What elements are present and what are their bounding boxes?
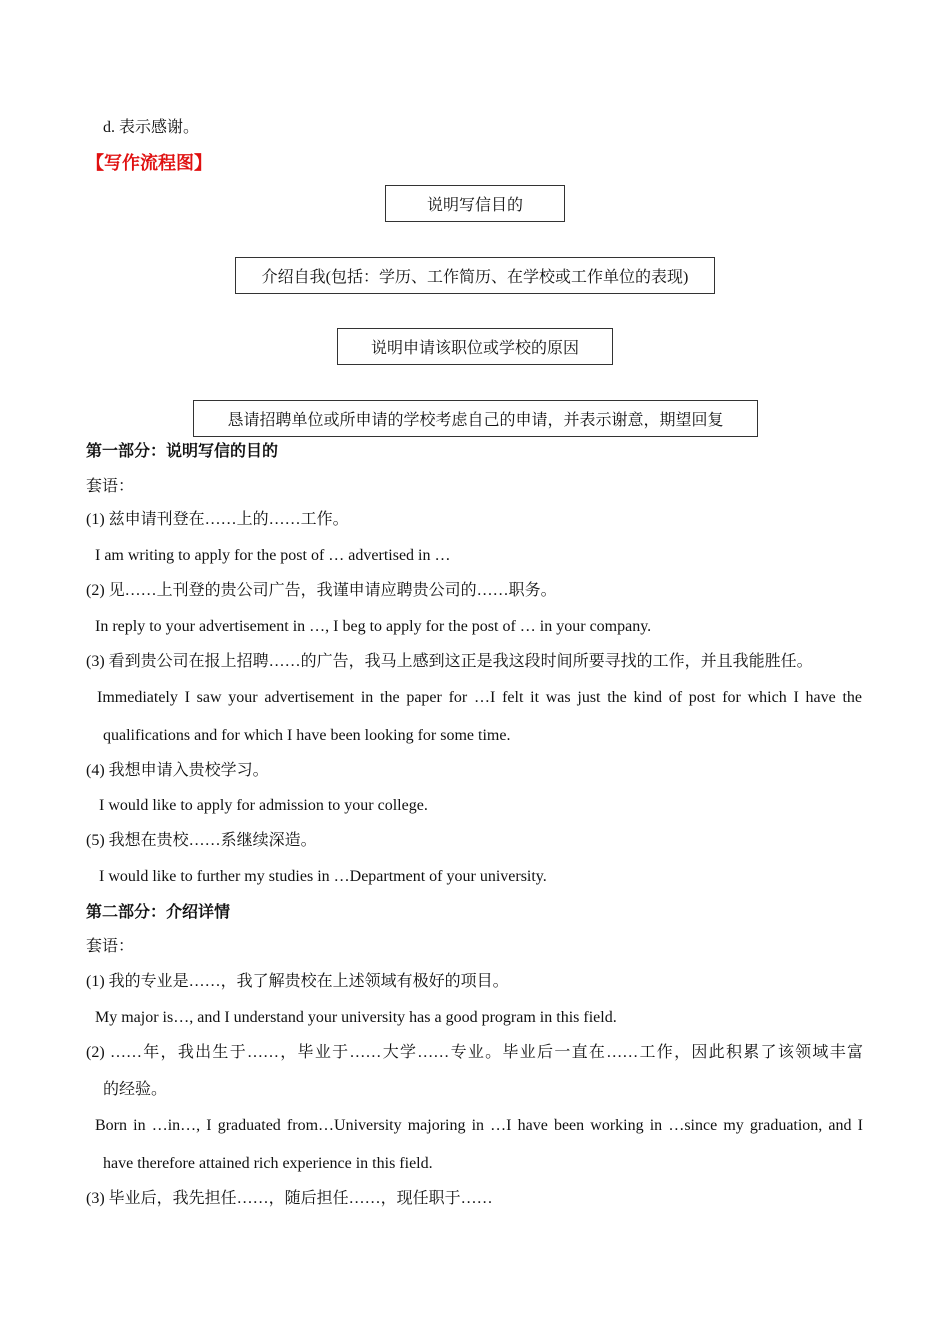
part1-heading: 第一部分：说明写信的目的 [86,443,279,460]
flowchart-title: 【写作流程图】 [86,153,212,173]
part1-item-2-cn: (2) 见……上刊登的贵公司广告，我谨申请应聘贵公司的……职务。 [86,582,557,599]
flow-step-3 [337,328,613,365]
part2-heading: 第二部分：介绍详情 [86,904,231,921]
intro-line: d. 表示感谢。 [103,119,200,136]
part2-item-1-cn: (1) 我的专业是……，我了解贵校在上述领域有极好的项目。 [86,973,509,990]
part2-item-3-cn: (3) 毕业后，我先担任……，随后担任……，现任职于…… [86,1190,493,1207]
part1-item-1-cn: (1) 兹申请刊登在……上的……工作。 [86,511,349,528]
part1-item-2-en: In reply to your advertisement in …, I beg to apply for the post of … in your company. [95,618,652,635]
flow-step-2 [235,257,715,294]
flow-step-1-label: 说明写信目的 [426,197,523,214]
part1-item-4-cn: (4) 我想申请入贵校学习。 [86,762,269,779]
part1-item-5-en: I would like to further my studies in …Department of your university. [99,868,547,885]
part2-item-2-en-line1: Born in …in…, I graduated from…University majoring in …I have been working in …since my graduation, and I [95,1117,863,1134]
part1-item-3-cn: (3) 看到贵公司在报上招聘……的广告，我马上感到这正是我这段时间所要寻找的工作，并且我能胜任。 [86,653,813,670]
part1-item-1-en: I am writing to apply for the post of … advertised in … [95,547,451,564]
part1-item-3-en-line2: qualifications and for which I have been looking for some time. [103,727,511,744]
part1-label: 套语： [86,478,135,495]
part1-item-4-en: I would like to apply for admission to your college. [99,797,428,814]
flow-step-4-label: 恳请招聘单位或所申请的学校考虑自己的申请，并表示谢意，期望回复 [227,412,724,429]
part1-item-5-cn: (5) 我想在贵校……系继续深造。 [86,832,317,849]
part2-label: 套语： [86,938,135,955]
part2-item-1-en: My major is…, and I understand your university has a good program in this field. [95,1009,617,1026]
part2-item-2-cn-line1: (2) ……年，我出生于……，毕业于……大学……专业。毕业后一直在……工作，因此积累了该领域丰富 [86,1044,863,1061]
flow-step-4 [193,400,758,437]
part2-item-2-cn-line2: 的经验。 [103,1081,168,1098]
flow-step-2-label: 介绍自我(包括：学历、工作简历、在学校或工作单位的表现) [261,269,689,286]
part1-item-3-en-line1: Immediately I saw your advertisement in the paper for …I felt it was just the kind of post for which I have the [97,689,862,706]
flow-step-3-label: 说明申请该职位或学校的原因 [370,340,579,357]
flow-step-1 [385,185,565,222]
part2-item-2-en-line2: have therefore attained rich experience in this field. [103,1155,433,1172]
